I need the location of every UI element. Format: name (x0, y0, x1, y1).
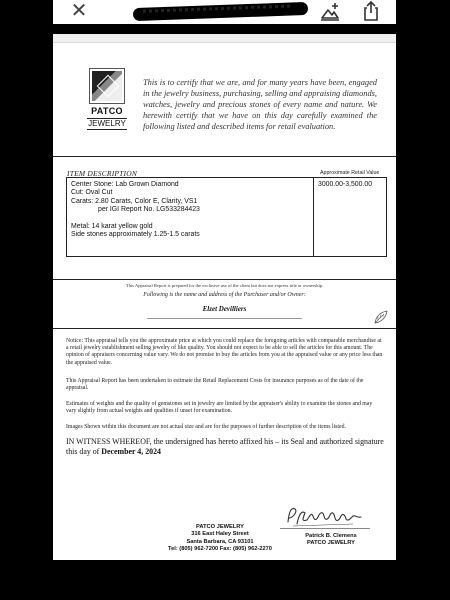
owner-underline (147, 318, 302, 319)
item-line: Metal: 14 karat yellow gold (71, 222, 153, 230)
purpose-paragraph: This Appraisal Report has been undertaken to estimate the Retail Replacement Costs for insurance purposes as of the date of the appraisal. (66, 378, 364, 392)
appraiser-company: PATCO JEWELRY (307, 540, 355, 547)
logo-subtitle: JEWELRY (88, 119, 126, 128)
images-paragraph: Images Shown within this document are not actual size and are for the purposes of further description of the items listed. (66, 424, 346, 430)
add-photo-icon[interactable] (319, 1, 341, 23)
signature-line (280, 528, 370, 529)
approval-note: This Appraisal Report is prepared for the exclusive use of the client but does not express title or ownership. (125, 283, 324, 288)
item-line: Center Stone: Lab Grown Diamond (71, 181, 179, 188)
item-line: Carats: 2.80 Carats, Color E, Clarity, VS1 (71, 197, 198, 205)
appraisal-document (53, 34, 396, 560)
item-description-cell (67, 178, 314, 256)
divider (53, 156, 396, 157)
witness-text: IN WITNESS WHEREOF, the undersigned has hereto affixed his – its Seal and authorized signature this day of (66, 437, 384, 456)
leaf-icon (373, 309, 389, 325)
appraiser-name: Patrick B. Clemens (305, 533, 357, 539)
witness-date: December 4, 2024 (101, 447, 161, 456)
item-table (66, 177, 387, 257)
company-city: Santa Barbara, CA 93101 (186, 538, 254, 545)
patco-logo (89, 68, 125, 138)
item-line: Cut: Oval Cut (71, 189, 113, 197)
signature-scrawl (283, 504, 368, 530)
certification-statement: This is to certify that we are, and for many years have been, engaged in the jewelry business, purchasing, selling and appraising diamonds, watches, jewelry and precious stones of every name and nature. We herewith certify that we have on this day carefully examined the following listed and described items for retail evaluation. (143, 78, 377, 131)
retail-value-cell: 3000.00-3,500.00 (318, 181, 373, 188)
viewer-toolbar (53, 0, 396, 24)
share-icon[interactable] (360, 0, 382, 22)
company-name: PATCO JEWELRY (196, 524, 244, 530)
item-line: per IGI Report No. LG533284423 (98, 206, 200, 214)
notice-paragraph: Notice: This appraisal tells you the approximate price at which you could replace the foregoing articles with comparable merchandise at a retail jewelry establishment selling jewelry of like quality. You should not expect to be able to sell the articles for this amount. The opinion of appraisers concerning value vary. We do not promise to buy the articles from you at the appraised value or any price less than the appraised value. (66, 338, 383, 366)
estimates-paragraph: Estimates of weights and the quality of gemstones set in jewelry are limited by the appraiser's ability to examine the stones and may vary slightly from actual weights and qualities if unset for examination. (66, 401, 373, 415)
company-street: 316 East Haley Street (191, 531, 249, 538)
item-line: Side stones approximately 1.25-1.5 carats (71, 231, 200, 239)
redacted-title (133, 2, 308, 21)
phone-screen (53, 0, 396, 600)
divider (53, 279, 396, 280)
retail-value-heading: Approximate Retail Value (320, 170, 380, 176)
owner-name: Elzet Devilliers (202, 305, 247, 313)
appraiser-block (296, 533, 366, 548)
divider (53, 328, 396, 329)
company-phones: Tel: (805) 962-7200 Fax: (805) 962-2270 (168, 546, 272, 553)
company-address-block (165, 524, 275, 554)
item-description-heading: ITEM DESCRIPTION (67, 169, 138, 178)
close-icon[interactable]: ✕ (70, 0, 88, 22)
document-top-margin (53, 34, 396, 43)
purchaser-label: Following is the name and address of the Purchaser and/or Owner: (143, 292, 306, 298)
diamond-logo-icon (89, 68, 125, 104)
logo-name: PATCO (91, 106, 123, 116)
witness-statement (66, 437, 386, 457)
